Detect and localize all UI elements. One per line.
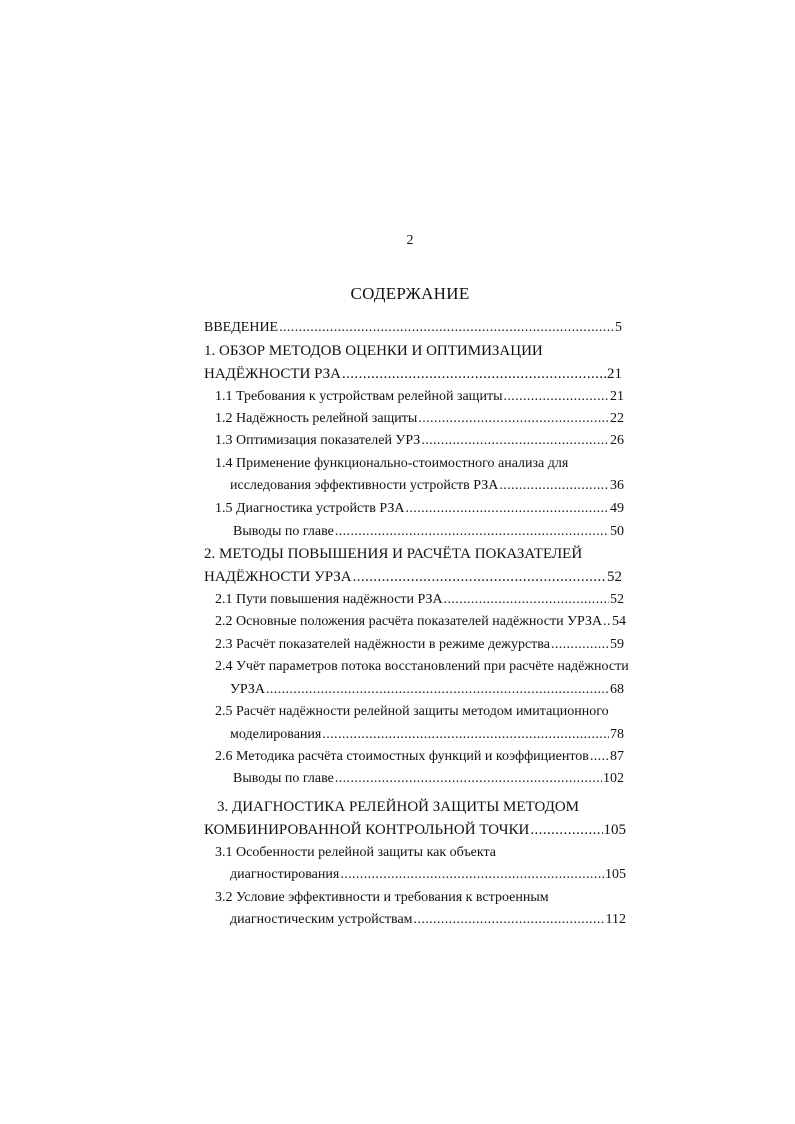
toc-leader [266, 681, 609, 699]
toc-chapter-2: НАДЁЖНОСТИ УРЗА ..... 52 [204, 568, 622, 586]
toc-entry-1-1: 1.1 Требования к устройствам релейной защиты ..... 21 [215, 388, 624, 406]
toc-entry-conclusion-1: Выводы по главе ..... 50 [233, 523, 624, 541]
toc-leader [499, 477, 609, 495]
toc-entry-2-2: 2.2 Основные положения расчёта показателей надёжности УРЗА ..... 54 [215, 613, 626, 631]
toc-entry-text: НАДЁЖНОСТИ РЗА [204, 366, 341, 382]
toc-leader [342, 365, 606, 383]
toc-chapter-3: КОМБИНИРОВАННОЙ КОНТРОЛЬНОЙ ТОЧКИ ..... 105 [204, 821, 626, 839]
toc-title: СОДЕРЖАНИЕ [350, 284, 470, 303]
toc-entry-2-5: моделирования ..... 78 [230, 726, 624, 744]
toc-chapter-1-line1: 1. ОБЗОР МЕТОДОВ ОЦЕНКИ И ОПТИМИЗАЦИИ [204, 343, 543, 359]
toc-entry-page: 21 [607, 366, 622, 382]
toc-entry-3-2-line1: 3.2 Условие эффективности и требования к встроенным [215, 890, 549, 905]
toc-leader [335, 523, 609, 541]
toc-entry-2-4: УРЗА ..... 68 [230, 681, 624, 699]
toc-chapter-1 [204, 365, 622, 383]
toc-leader [530, 821, 602, 839]
toc-entry-2-4-line1: 2.4 Учёт параметров потока восстановлений при расчёте надёжности [215, 659, 629, 674]
toc-leader [421, 432, 609, 450]
toc-chapter-3-line1: 3. ДИАГНОСТИКА РЕЛЕЙНОЙ ЗАЩИТЫ МЕТОДОМ [217, 799, 579, 815]
toc-leader [340, 866, 604, 884]
toc-entry-1-2: 1.2 Надёжность релейной защиты ..... 22 [215, 410, 624, 428]
toc-leader [418, 410, 609, 428]
toc-leader [353, 568, 606, 586]
toc-entry-3-1: диагностирования ..... 105 [230, 866, 626, 884]
toc-entry-1-5: 1.5 Диагностика устройств РЗА ..... 49 [215, 500, 624, 518]
toc-chapter-2-line1: 2. МЕТОДЫ ПОВЫШЕНИЯ И РАСЧЁТА ПОКАЗАТЕЛЕЙ [204, 546, 583, 562]
toc-entry-text: ВВЕДЕНИЕ [204, 320, 279, 335]
toc-leader [590, 748, 609, 766]
toc-leader [322, 726, 609, 744]
toc-leader [335, 770, 602, 788]
toc-entry-1-4: исследования эффективности устройств РЗА ..... 36 [230, 477, 624, 495]
toc-leader [444, 591, 609, 609]
toc-entry-intro [204, 319, 622, 337]
toc-leader [503, 388, 609, 406]
toc-entry-2-1: 2.1 Пути повышения надёжности РЗА ..... 52 [215, 591, 624, 609]
toc-entry-2-5-line1: 2.5 Расчёт надёжности релейной защиты методом имитационного [215, 704, 609, 719]
toc-entry-3-2: диагностическим устройствам ..... 112 [230, 911, 626, 929]
toc-entry-1-4-line1: 1.4 Применение функционально-стоимостного анализа для [215, 456, 569, 471]
toc-leader [414, 911, 605, 929]
toc-leader [551, 636, 609, 654]
toc-entry-2-3: 2.3 Расчёт показателей надёжности в режиме дежурства ..... 59 [215, 636, 624, 654]
toc-entry-page: 5 [615, 320, 622, 335]
toc-leader [406, 500, 610, 518]
page-number: 2 [406, 233, 414, 248]
toc-entry-1-3: 1.3 Оптимизация показателей УРЗ ..... 26 [215, 432, 624, 450]
toc-entry-conclusion-2: Выводы по главе ..... 102 [233, 770, 624, 788]
toc-entry-2-6: 2.6 Методика расчёта стоимостных функций и коэффициентов ..... 87 [215, 748, 624, 766]
toc-leader [279, 319, 614, 337]
toc-leader [603, 613, 611, 631]
toc-entry-3-1-line1: 3.1 Особенности релейной защиты как объекта [215, 845, 497, 860]
